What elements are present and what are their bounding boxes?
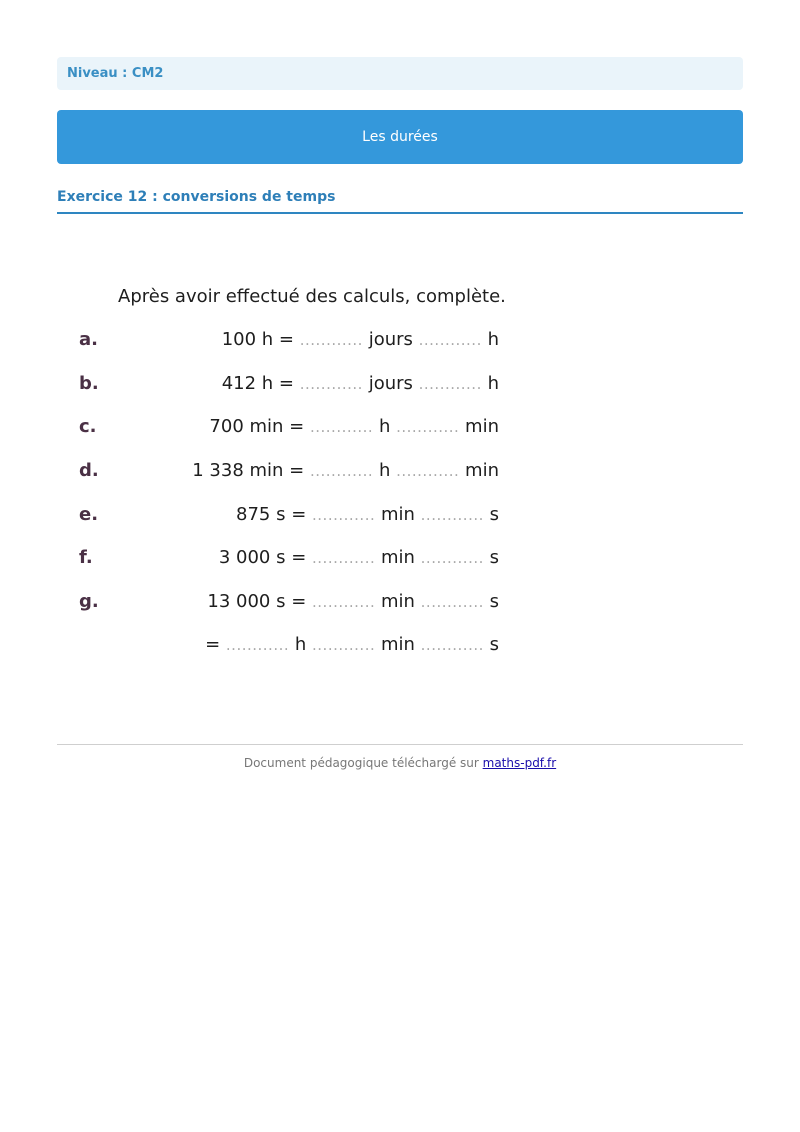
blank-dots: ............ [312,593,376,611]
row-equation [207,591,499,612]
row-unit: s [489,591,499,612]
row-value: 875 s = [236,504,307,525]
blank-dots: ............ [418,331,482,349]
blank-dots: ............ [312,636,376,654]
row-unit: min [380,591,415,612]
exercise-row-c [57,416,557,444]
row-letter: b. [79,373,99,394]
exercise-title: Exercice 12 : conversions de temps [57,189,336,205]
row-unit: jours [368,373,413,394]
row-unit: s [489,547,499,568]
row-unit: min [380,634,415,655]
row-letter: e. [79,504,99,525]
blank-dots: ............ [420,593,484,611]
row-unit: h [378,460,391,481]
row-unit: jours [368,329,413,350]
row-unit: h [294,634,307,655]
exercise-row-f [57,547,557,575]
blank-dots: ............ [225,636,290,654]
row-unit: h [487,329,499,350]
blank-dots: ............ [309,418,374,436]
footer-divider [57,744,743,745]
row-equation [222,373,499,394]
row-unit: h [378,416,391,437]
blank-dots: ............ [312,549,376,567]
exercise-row-b [57,373,557,401]
row-letter: d. [79,460,99,481]
row-value: 1 338 min = [192,460,305,481]
exercise-heading [57,186,743,214]
exercise-row-g-continued [57,634,557,662]
row-unit: min [465,416,499,437]
row-equation [236,504,499,525]
footer [57,756,743,770]
equals-sign: = [205,634,221,655]
page-title: Les durées [362,129,438,145]
exercise-row-g [57,591,557,619]
level-label: Niveau : CM2 [67,66,164,81]
blank-dots: ............ [420,549,484,567]
exercise-row-d [57,460,557,488]
row-unit: s [489,634,499,655]
row-unit: min [380,547,415,568]
row-equation [205,634,499,655]
blank-dots: ............ [418,375,482,393]
row-equation [222,329,499,350]
row-value: 412 h = [221,373,294,394]
blank-dots: ............ [299,331,363,349]
row-unit: h [487,373,499,394]
row-equation [192,460,499,481]
row-letter: a. [79,329,98,350]
title-banner [57,110,743,164]
row-value: 100 h = [221,329,294,350]
footer-link[interactable]: maths-pdf.fr [482,756,557,770]
row-value: 13 000 s = [207,591,307,612]
blank-dots: ............ [420,506,484,524]
row-value: 3 000 s = [218,547,307,568]
exercise-instruction: Après avoir effectué des calculs, complète. [118,286,506,307]
row-value: 700 min = [209,416,305,437]
footer-text: Document pédagogique téléchargé sur [243,756,483,770]
blank-dots: ............ [312,506,376,524]
blank-dots: ............ [309,462,374,480]
row-unit: min [380,504,415,525]
row-unit: min [465,460,499,481]
level-banner [57,57,743,90]
blank-dots: ............ [396,418,460,436]
blank-dots: ............ [396,462,460,480]
exercise-content [57,270,743,670]
row-equation [219,547,499,568]
row-letter: g. [79,591,99,612]
row-letter: c. [79,416,97,437]
blank-dots: ............ [420,636,484,654]
exercise-row-a [57,329,557,357]
exercise-row-e [57,504,557,532]
row-letter: f. [79,547,93,568]
row-unit: s [489,504,499,525]
row-equation [209,416,499,437]
blank-dots: ............ [299,375,363,393]
